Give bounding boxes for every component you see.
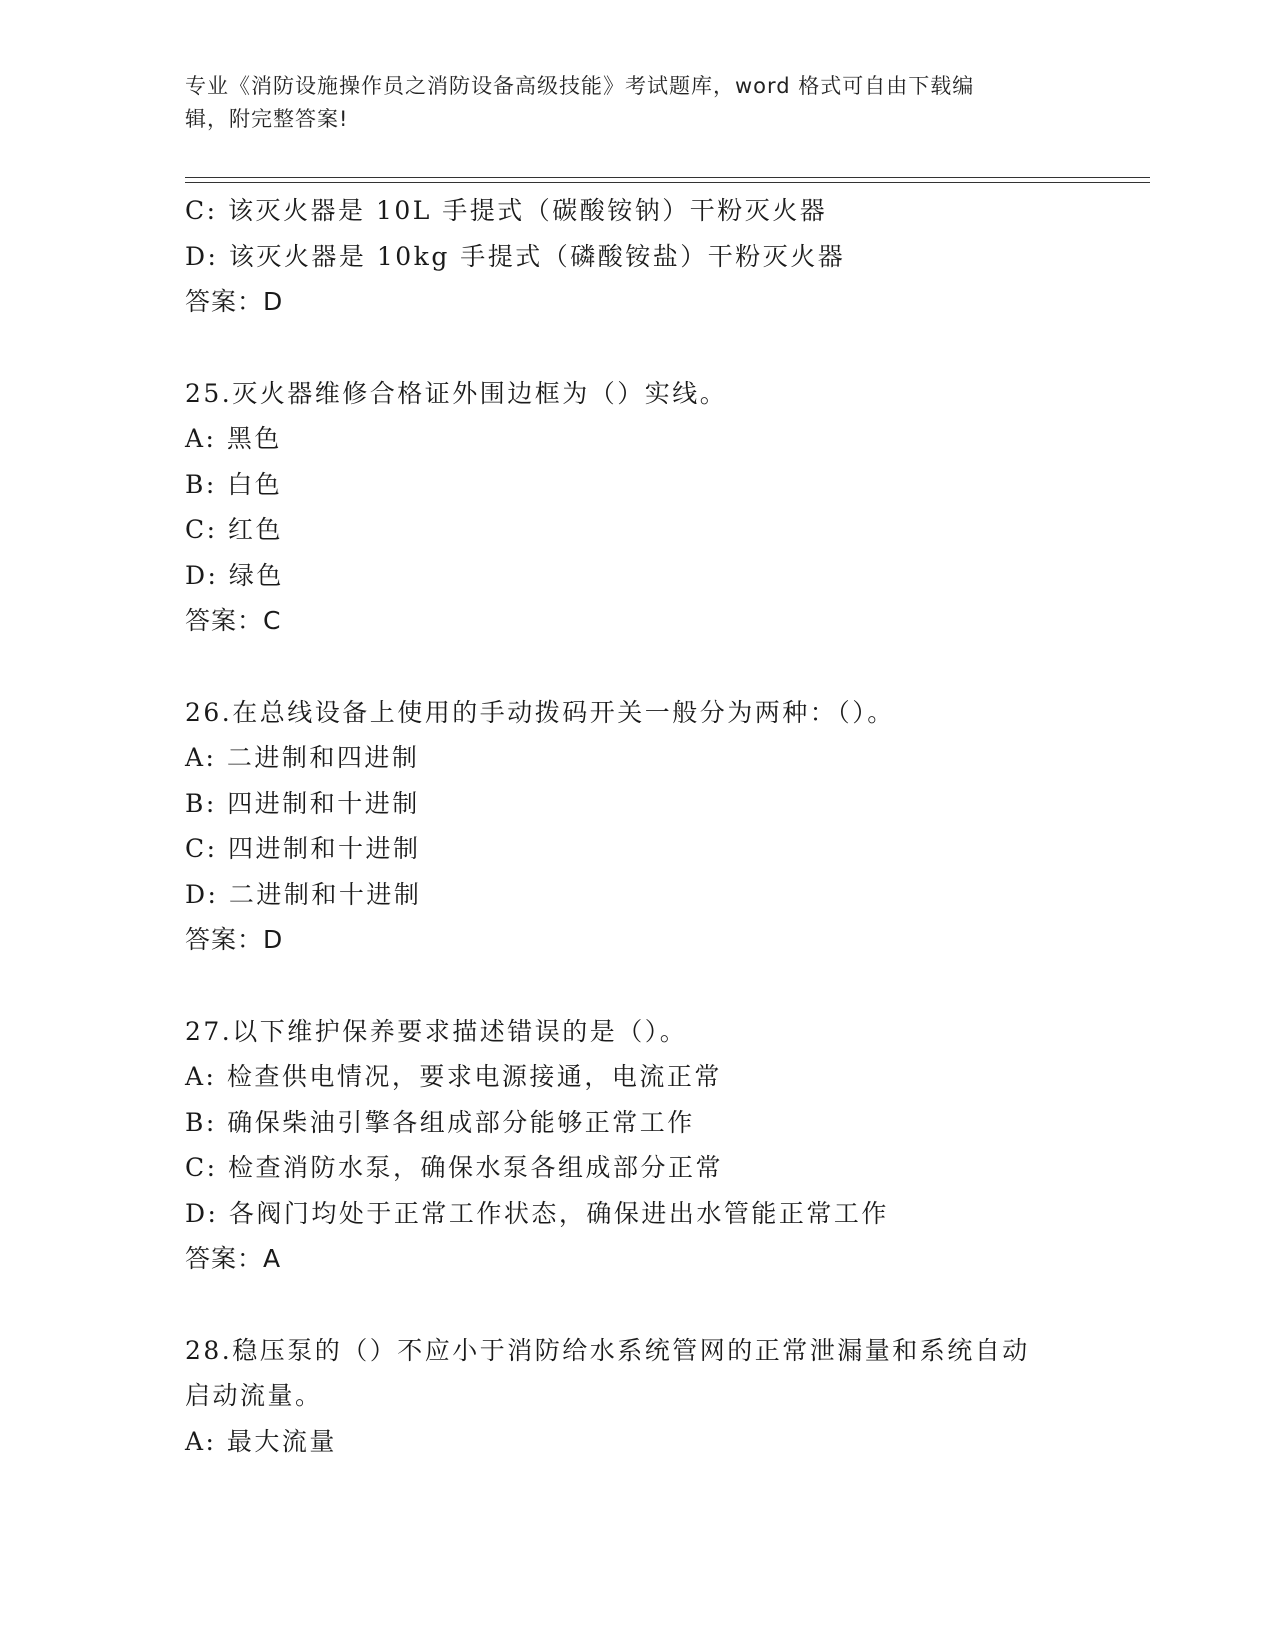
answer-line: 答案：C bbox=[185, 606, 282, 635]
option-d: D: 各阀门均处于正常工作状态，确保进出水管能正常工作 bbox=[185, 1198, 889, 1228]
answer-line: 答案：A bbox=[185, 1244, 282, 1273]
header-line-2: 辑，附完整答案! bbox=[185, 107, 349, 131]
document-header bbox=[185, 70, 1065, 136]
option-d: D: 该灭火器是 10kg 手提式（磷酸铵盐）干粉灭火器 bbox=[185, 241, 846, 271]
spacer bbox=[185, 1282, 1085, 1328]
option-a: A: 最大流量 bbox=[185, 1426, 337, 1456]
option-c: C: 该灭火器是 10L 手提式（碳酸铵钠）干粉灭火器 bbox=[185, 196, 828, 225]
option-a: A: 黑色 bbox=[185, 424, 282, 453]
question-list bbox=[185, 188, 1085, 1464]
answer-line: 答案：D bbox=[185, 925, 284, 954]
option-a: A: 检查供电情况，要求电源接通，电流正常 bbox=[185, 1062, 722, 1091]
question-stem-line-2: 启动流量。 bbox=[185, 1381, 323, 1410]
question-24-continued bbox=[185, 188, 1085, 325]
spacer bbox=[185, 325, 1085, 371]
answer-line: 答案：D bbox=[185, 287, 284, 316]
option-d: D: 二进制和十进制 bbox=[185, 879, 422, 909]
question-28 bbox=[185, 1328, 1085, 1465]
question-stem: 26.在总线设备上使用的手动拨码开关一般分为两种：（）。 bbox=[185, 697, 895, 727]
question-27 bbox=[185, 1009, 1085, 1282]
option-c: C: 四进制和十进制 bbox=[185, 834, 421, 863]
option-b: B: 确保柴油引擎各组成部分能够正常工作 bbox=[185, 1107, 695, 1137]
spacer bbox=[185, 644, 1085, 690]
header-rule-bottom bbox=[185, 182, 1150, 183]
question-stem: 27.以下维护保养要求描述错误的是（）。 bbox=[185, 1016, 688, 1046]
option-b: B: 四进制和十进制 bbox=[185, 788, 420, 818]
option-a: A: 二进制和四进制 bbox=[185, 743, 420, 772]
option-d: D: 绿色 bbox=[185, 560, 284, 590]
spacer bbox=[185, 963, 1085, 1009]
option-c: C: 红色 bbox=[185, 515, 283, 544]
question-stem-line-1: 28.稳压泵的（）不应小于消防给水系统管网的正常泄漏量和系统自动 bbox=[185, 1335, 1030, 1365]
option-b: B: 白色 bbox=[185, 469, 283, 499]
question-stem: 25.灭火器维修合格证外围边框为（）实线。 bbox=[185, 378, 728, 408]
option-c: C: 检查消防水泵，确保水泵各组成部分正常 bbox=[185, 1153, 723, 1182]
header-line-1: 专业《消防设施操作员之消防设备高级技能》考试题库，word 格式可自由下载编 bbox=[185, 74, 975, 98]
header-rule-top bbox=[185, 177, 1150, 178]
question-26 bbox=[185, 690, 1085, 963]
question-25 bbox=[185, 371, 1085, 644]
